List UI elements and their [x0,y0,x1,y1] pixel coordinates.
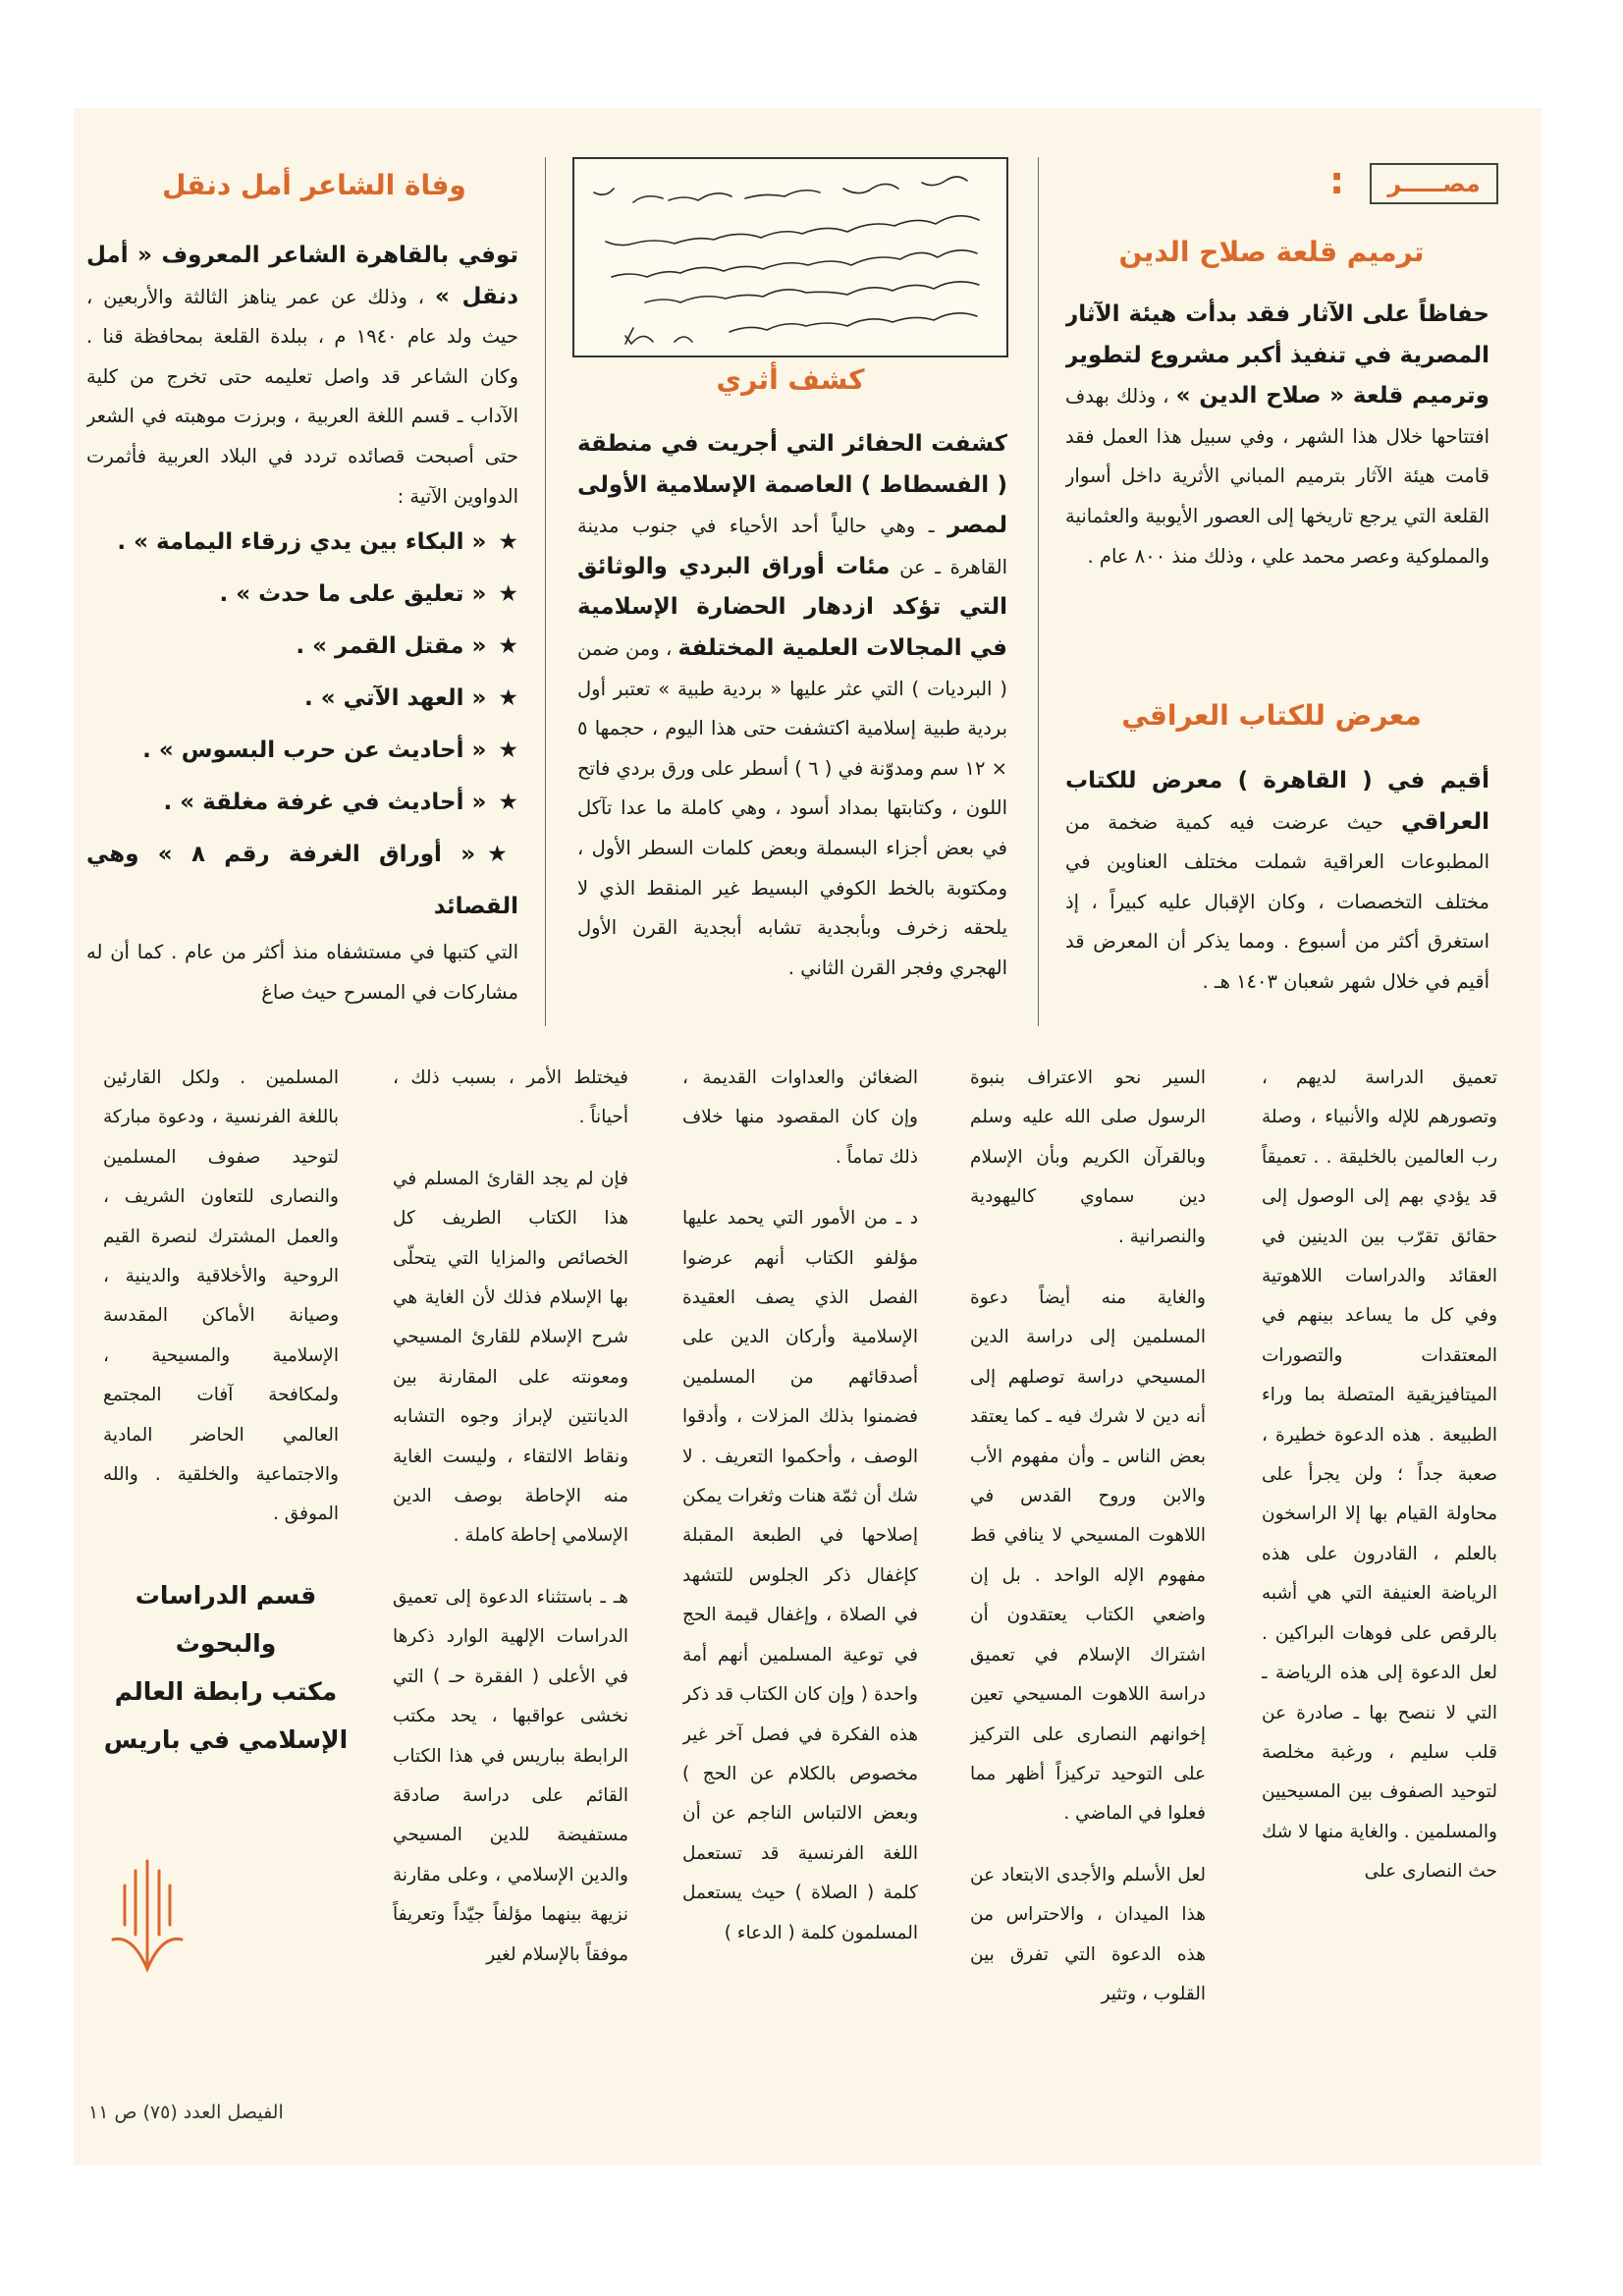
poet-body: ، وذلك عن عمر يناهز الثالثة والأربعين ، حيث ولد عام ١٩٤٠ م ، ببلدة القلعة بمحافظة قنا . وكان الشاعر قد واصل تعليمه حتى تخرج من كلية الآداب ـ قسم اللغة العربية ، وبرزت موهبته في الشعر حتى أصبحت قصائده تردد في البلاد العربية فأثمرت الدواوين الآتية : [86,285,518,508]
list-item: ★« تعليق على ما حدث » . [219,581,518,608]
book-fair-body: حيث عرضت فيه كمية ضخمة من المطبوعات العراقية شملت مختلف العناوين في مختلف التخصصات ، وكان الإقبال عليه كبيراً ، إذ استغرق أكثر من أسبوع . ومما يذكر أن المعرض قد أقيم في خلال شهر شعبان ١٤٠٣ هـ . [1065,810,1489,993]
column-divider [545,157,546,1026]
headline-citadel: ترميم قلعة صلاح الدين [1118,236,1425,268]
lower-text: تعميق الدراسة لديهم ، وتصورهم للإله والأنبياء ، وصلة رب العالمين بالخليقة . . تعميقاً قد يؤدي بهم إلى الوصول إلى حقائق تقرّب بين الدينين في العقائد والدراسات اللاهوتية وفي كل ما يساعد بينهم في المعتقدات والتصورات الميتافيزيقية المتصلة بما وراء الطبيعة . هذه الدعوة خطيرة ، صعبة جداً ؛ ولن يجرأ على محاولة القيام بها إلا الراسخون بالعلم ، القادرون على هذه الرياضة العنيفة التي هي أشبه بالرقص على فوهات البراكين . لعل الدعوة إلى هذه الرياضة ـ التي لا ننصح بها ـ صادرة عن قلب سليم ، ورغبة مخلصة لتوحيد الصفوف بين المسيحيين والمسلمين . والغاية منها لا شك حث النصارى على [1262,1067,1497,1883]
article-iraqi-book-fair [1065,761,1489,1026]
find-body-1: ـ وهي حالياً أحد الأحياء في جنوب مدينة القاهرة ـ عن [577,515,1007,578]
citadel-lead: حفاظاً على الآثار فقد بدأت هيئة الآثار المصرية في تنفيذ أكبر مشروع لتطوير وترميم قلعة « صلاح الدين » [1065,301,1489,410]
headline-iraqi-book-fair: معرض للكتاب العراقي [1121,699,1422,732]
lower-paragraph: فيختلط الأمر ، بسبب ذلك ، أحياناً . [393,1067,628,1128]
lower-column-3 [682,1059,918,2052]
find-lead-2: مئات أوراق البردي والوثائق التي تؤكد ازدهار الحضارة الإسلامية في المجالات العلمية المختلفة [577,553,1007,661]
article-citadel [1065,295,1489,668]
find-lead: كشفت الحفائر التي أجريت في منطقة ( الفسطاط ) العاصمة الإسلامية الأولى لمصر [577,431,1007,539]
lower-paragraph: لعل الأسلم والأجدى الابتعاد عن هذا الميدان ، والاحتراس من هذه الدعوة التي تفرق بين القلوب ، وتثير [970,1864,1206,2004]
wheat-logo-icon [103,1841,191,1989]
headline-poet-death: وفاة الشاعر أمل دنقل [162,169,466,201]
list-item: ★« أحاديث عن حرب البسوس » . [142,738,518,764]
page-footer: الفيصل العدد (٧٥) ص ١١ [88,2102,284,2123]
star-icon: ★ [498,581,518,608]
star-icon: ★ [487,842,518,868]
star-icon: ★ [498,685,518,712]
signature-line: مكتب رابطة العالم [114,1677,338,1706]
lower-paragraph: الضغائن والعداوات القديمة ، وإن كان المقصود منها خلاف ذلك تماماً . [682,1067,918,1168]
list-item: ★« أوراق الغرفة رقم ٨ » وهي القصائد [86,842,518,920]
poet-tail: التي كتبها في مستشفاه منذ أكثر من عام . كما أن له مشاركات في المسرح حيث صاغ [86,941,518,1004]
section-tag-colon: : [1329,159,1345,202]
signature-line: قسم الدراسات [135,1581,317,1610]
lower-paragraph: هـ ـ باستثناء الدعوة إلى تعميق الدراسات الإلهية الوارد ذكرها في الأعلى ( الفقرة حـ ) التي نخشى عواقبها ، يحد مكتب الرابطة بباريس في هذا الكتاب القائم على دراسة صادقة مستفيضة للدين المسيحي والدين الإسلامي ، وعلى مقارنة نزيهة بينهما مؤلفاً جيّداً وتعريفاً موفقاً بالإسلام لغير [393,1586,628,1965]
poet-lead: توفي بالقاهرة الشاعر المعروف « أمل دنقل » [86,243,518,309]
poet-works-list [86,517,518,933]
lower-paragraph: والغاية منه أيضاً دعوة المسلمين إلى دراسة الدين المسيحي دراسة توصلهم إلى أنه دين لا شرك فيه ـ كما يعتقد بعض الناس ـ وأن مفهوم الأب والابن وروح القدس في اللاهوت المسيحي لا ينافي قط مفهوم الإله الواحد . بل إن واضعي الكتاب يعتقدون أن اشتراك الإسلام في تعميق دراسة اللاهوت المسيحي تعين إخوانهم النصارى على التركيز على التوحيد تركيزاً أظهر مما فعلوا في الماضي . [970,1287,1206,1825]
lower-column-5 [103,1059,339,1550]
list-item: ★« البكاء بين يدي زرقاء اليمامة » . [117,529,518,556]
star-icon: ★ [498,633,518,660]
lower-column-1 [1262,1059,1497,2052]
article-poet-death [86,236,518,1026]
find-body-2: ، ومن ضمن ( البرديات ) التي عثر عليها « بردية طبية » تعتبر أول بردية طبية إسلامية اكتشفت حتى هذا اليوم ، حجمها ٥ × ١٢ سم ومدوّنة في ( ٦ ) أسطر على ورق بردي فاتح اللون ، وكتابتها بمداد أسود ، وهي كاملة ما عدا تآكل في بعض أجزاء البسملة وبعض كلمات السطر الأول ، ومكتوبة بالخط الكوفي البسيط غير المنقط الذي لا يلحقه زخرف وبأبجدية تشابه أبجدية القرن الأول الهجري وفجر القرن الثاني . [577,636,1007,979]
lower-column-4 [393,1059,628,2052]
lower-paragraph: فإن لم يجد القارئ المسلم في هذا الكتاب الطريف كل الخصائص والمزايا التي يتحلّى بها الإسلام فذلك لأن الغاية هي شرح الإسلام للقارئ المسيحي ومعونته على المقارنة بين الديانتين لإبراز وجوه التشابه ونقاط الالتقاء ، وليست الغاية منه الإحاطة بوصف الدين الإسلامي إحاطة كاملة . [393,1168,628,1547]
signature-block [103,1571,349,1764]
star-icon: ★ [498,790,518,816]
column-divider [1038,157,1039,1026]
lower-text: المسلمين . ولكل القارئين باللغة الفرنسية ، ودعوة مباركة لتوحيد صفوف المسلمين والنصارى للتعاون الشريف ، والعمل المشترك لنصرة القيم الروحية والأخلاقية والدينية ، وصيانة الأماكن المقدسة الإسلامية والمسيحية ، ولمكافحة آفات المجتمع العالمي الحاضر المادية والاجتماعية والخلقية . والله الموفق . [103,1067,339,1525]
papyrus-manuscript-image [572,157,1008,357]
article-archaeological-find [577,424,1007,1026]
headline-archaeological-find: كشف أثري [716,363,865,396]
citadel-body: ، وذلك بهدف افتتاحها خلال هذا الشهر ، وفي سبيل هذا العمل فقد قامت هيئة الآثار بترميم المباني الأثرية داخل أسوار القلعة التي يرجع تاريخها إلى العصور الأيوبية والعثمانية والمملوكية وعصر محمد علي ، وذلك منذ ٨٠٠ عام . [1065,385,1489,568]
list-item: ★« مقتل القمر » . [296,633,518,660]
star-icon: ★ [498,529,518,556]
book-fair-lead: أقيم في ( القاهرة ) معرض للكتاب العراقي [1065,768,1489,835]
lower-paragraph: السير نحو الاعتراف بنبوة الرسول صلى الله عليه وسلم وبالقرآن الكريم وبأن الإسلام دين سماوي كاليهودية والنصرانية . [970,1067,1206,1247]
section-tag-egypt: مصـــــر [1370,163,1498,204]
list-item: ★« أحاديث في غرفة مغلقة » . [163,790,518,816]
signature-line: الإسلامي في باريس [103,1725,349,1754]
lower-column-2 [970,1059,1206,2052]
star-icon: ★ [498,738,518,764]
list-item: ★« العهد الآتي » . [304,685,518,712]
lower-paragraph: د ـ من الأمور التي يحمد عليها مؤلفو الكتاب أنهم عرضوا الفصل الذي يصف العقيدة الإسلامية وأركان الدين على أصدقائهم من المسلمين فضمنوا بذلك المزلات ، وأدقوا الوصف ، وأحكموا التعريف . لا شك أن ثمّة هنات وثغرات يمكن إصلاحها في الطبعة المقبلة كإغفال ذكر الجلوس للتشهد في الصلاة ، وإغفال قيمة الحج في توعية المسلمين أنهم أمة واحدة ( وإن كان الكتاب قد ذكر هذه الفكرة في فصل آخر غير مخصوص بالكلام عن الحج ) وبعض الالتباس الناجم عن أن اللغة الفرنسية قد تستعمل كلمة ( الصلاة ) حيث يستعمل المسلمون كلمة ( الدعاء ) [682,1208,918,1943]
signature-line: والبحوث [175,1629,277,1658]
